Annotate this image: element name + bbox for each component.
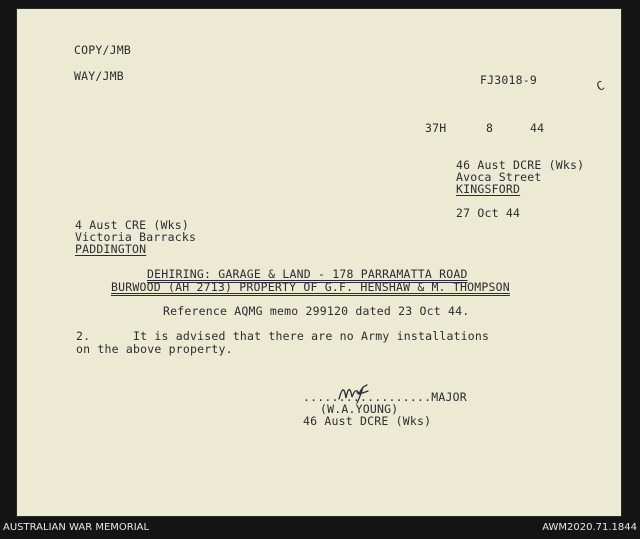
footer-accession-number: AWM2020.71.1844 (542, 522, 637, 533)
subject-line-1: DEHIRING: GARAGE & LAND - 178 PARRAMATTA ROAD (147, 267, 468, 281)
subject-line-2: BURWOOD (AH 2713) PROPERTY OF G.F. HENSHAW & M. THOMPSON (111, 280, 510, 294)
sender-unit: 46 Aust DCRE (Wks) (456, 158, 585, 172)
signature-dotted-line: ..................MAJOR (303, 390, 467, 404)
reference-line: Reference AQMG memo 299120 dated 23 Oct 44. (163, 304, 470, 318)
recipient-unit: 4 Aust CRE (Wks) (75, 218, 189, 232)
paragraph-number: 2. (76, 329, 91, 343)
file-reference: FJ3018-9 (480, 73, 537, 87)
copy-reference: COPY/JMB (74, 43, 131, 57)
paragraph-line-2: on the above property. (76, 342, 233, 356)
file-number-part-c: 44 (530, 121, 545, 135)
margin-mark: C (594, 78, 607, 94)
signatory-unit: 46 Aust DCRE (Wks) (303, 414, 432, 428)
sender-street: Avoca Street (456, 170, 542, 184)
file-number-part-a: 37H (425, 121, 447, 135)
archive-footer (0, 522, 640, 536)
sender-reference: WAY/JMB (74, 69, 124, 83)
letter-date: 27 Oct 44 (456, 206, 521, 220)
sender-suburb: KINGSFORD (456, 182, 521, 196)
recipient-suburb: PADDINGTON (75, 242, 147, 256)
footer-institution: AUSTRALIAN WAR MEMORIAL (3, 522, 150, 533)
paragraph-line-1: It is advised that there are no Army installations (133, 329, 490, 343)
file-number-part-b: 8 (486, 121, 494, 135)
signatory-name: (W.A.YOUNG) (320, 402, 399, 416)
recipient-location: Victoria Barracks (75, 230, 197, 244)
